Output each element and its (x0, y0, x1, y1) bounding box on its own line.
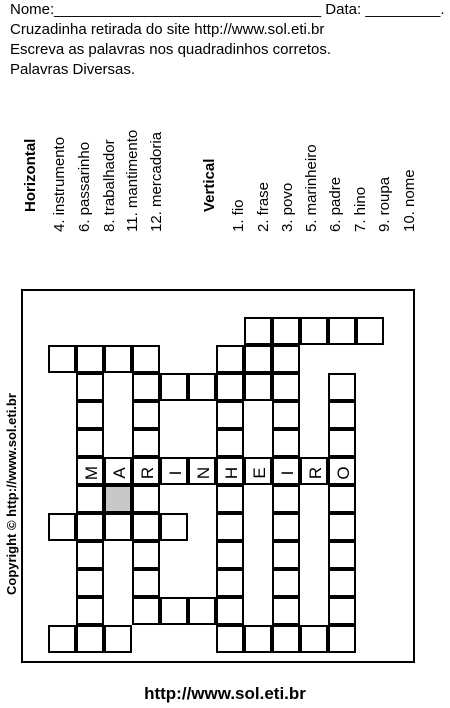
crossword-cell[interactable] (188, 373, 216, 401)
crossword-cell[interactable] (272, 513, 300, 541)
horizontal-clue-11: 11. mantimento (124, 129, 141, 232)
crossword-cell[interactable] (328, 569, 356, 597)
crossword-cell[interactable] (216, 597, 244, 625)
crossword-cell[interactable] (188, 597, 216, 625)
crossword-cell[interactable] (216, 345, 244, 373)
footer-url: http://www.sol.eti.br (144, 684, 306, 703)
crossword-cell[interactable] (328, 597, 356, 625)
crossword-cell[interactable] (328, 625, 356, 653)
crossword-cell[interactable] (272, 345, 300, 373)
crossword-cell[interactable] (300, 317, 328, 345)
crossword-cell[interactable] (300, 457, 328, 485)
crossword-cell[interactable] (48, 625, 76, 653)
horizontal-clue-12: 12. mercadoria (148, 131, 165, 232)
crossword-cell[interactable] (132, 541, 160, 569)
crossword-cell[interactable] (216, 541, 244, 569)
crossword-cell[interactable] (216, 457, 244, 485)
horizontal-clue-4: 4. instrumento (51, 136, 68, 232)
crossword-cell[interactable] (132, 429, 160, 457)
crossword-cell[interactable] (328, 373, 356, 401)
vertical-clue-9: 9. roupa (376, 176, 393, 232)
crossword-cell[interactable] (76, 429, 104, 457)
crossword-cell[interactable] (272, 317, 300, 345)
vertical-title: Vertical (201, 158, 218, 212)
crossword-cell[interactable] (76, 373, 104, 401)
horizontal-clue-8: 8. trabalhador (101, 139, 118, 232)
crossword-cell[interactable] (104, 625, 132, 653)
crossword-cell[interactable] (356, 317, 384, 345)
crossword-cell[interactable] (48, 513, 76, 541)
crossword-cell[interactable] (104, 513, 132, 541)
name-date-line: Nome:________________________________ Data: _________. (10, 1, 445, 18)
crossword-cell[interactable] (76, 513, 104, 541)
cell-letter: A (110, 467, 129, 479)
crossword-cell[interactable] (76, 457, 104, 485)
crossword-cell[interactable] (132, 373, 160, 401)
source-line: Cruzadinha retirada do site http://www.sol.eti.br (10, 21, 325, 38)
crossword-cell[interactable] (216, 485, 244, 513)
horizontal-clue-6: 6. passarinho (76, 141, 93, 232)
crossword-cell[interactable] (132, 569, 160, 597)
vertical-clue-6: 6. padre (327, 176, 344, 232)
crossword-cell[interactable] (76, 597, 104, 625)
crossword-cell[interactable] (104, 345, 132, 373)
crossword-cell[interactable] (300, 625, 328, 653)
crossword-cell[interactable] (76, 625, 104, 653)
cell-letter: H (222, 466, 241, 480)
cell-letter: E (250, 467, 269, 479)
crossword-cell[interactable] (76, 345, 104, 373)
theme-line: Palavras Diversas. (10, 61, 136, 78)
crossword-cell[interactable] (272, 485, 300, 513)
crossword-cell[interactable] (48, 345, 76, 373)
vertical-clue-2: 2. frase (255, 181, 272, 232)
crossword-cell[interactable] (272, 569, 300, 597)
cell-letter: O (334, 466, 353, 480)
crossword-cell[interactable] (244, 345, 272, 373)
crossword-cell[interactable] (216, 429, 244, 457)
crossword-cell[interactable] (160, 513, 188, 541)
vertical-clue-5: 5. marinheiro (303, 144, 320, 232)
crossword-cell[interactable] (76, 569, 104, 597)
crossword-cell[interactable] (328, 401, 356, 429)
crossword-cell[interactable] (272, 401, 300, 429)
crossword-cell[interactable] (132, 597, 160, 625)
crossword-cell[interactable] (188, 457, 216, 485)
vertical-clue-3: 3. povo (279, 182, 296, 232)
crossword-cell[interactable] (132, 345, 160, 373)
horizontal-title: Horizontal (22, 138, 39, 212)
crossword-cell[interactable] (132, 401, 160, 429)
vertical-clue-1: 1. fio (230, 199, 247, 232)
crossword-cell[interactable] (328, 317, 356, 345)
crossword-cell[interactable] (160, 597, 188, 625)
crossword-cell[interactable] (244, 317, 272, 345)
crossword-cell[interactable] (216, 401, 244, 429)
crossword-cell[interactable] (216, 373, 244, 401)
crossword-cell[interactable] (216, 625, 244, 653)
crossword-cell[interactable] (132, 457, 160, 485)
cell-letter: M (82, 465, 101, 481)
crossword-cell[interactable] (272, 373, 300, 401)
crossword-cell[interactable] (328, 457, 356, 485)
copyright-text: Copyright © http://www.sol.eti.br (4, 393, 19, 595)
crossword-cell[interactable] (216, 569, 244, 597)
vertical-clue-10: 10. nome (401, 169, 418, 232)
crossword-cell[interactable] (76, 401, 104, 429)
cell-letter: R (306, 466, 325, 480)
crossword-cell[interactable] (328, 541, 356, 569)
vertical-clue-7: 7. hino (352, 186, 369, 232)
crossword-cell[interactable] (244, 373, 272, 401)
crossword-cell[interactable] (160, 373, 188, 401)
cell-letter: R (138, 466, 157, 480)
crossword-cell[interactable] (244, 625, 272, 653)
crossword-cell[interactable] (132, 513, 160, 541)
crossword-cell[interactable] (272, 597, 300, 625)
crossword-cell[interactable] (328, 429, 356, 457)
cell-letter: I (278, 470, 297, 476)
crossword-cell[interactable] (272, 625, 300, 653)
crossword-cell[interactable] (328, 513, 356, 541)
cell-letter: I (166, 470, 185, 476)
crossword-cell[interactable] (272, 457, 300, 485)
crossword-cell[interactable] (272, 429, 300, 457)
crossword-cell[interactable] (216, 513, 244, 541)
instructions-line: Escreva as palavras nos quadradinhos corretos. (10, 41, 332, 58)
crossword-cell[interactable] (244, 457, 272, 485)
cell-letter: N (194, 466, 213, 480)
crossword-cell[interactable] (76, 485, 104, 513)
crossword-cell[interactable] (160, 457, 188, 485)
crossword-cell[interactable] (104, 457, 132, 485)
crossword-cell[interactable] (328, 485, 356, 513)
crossword-cell[interactable] (272, 541, 300, 569)
crossword-cell[interactable] (76, 541, 104, 569)
shaded-cell (104, 485, 132, 513)
crossword-cell[interactable] (132, 485, 160, 513)
